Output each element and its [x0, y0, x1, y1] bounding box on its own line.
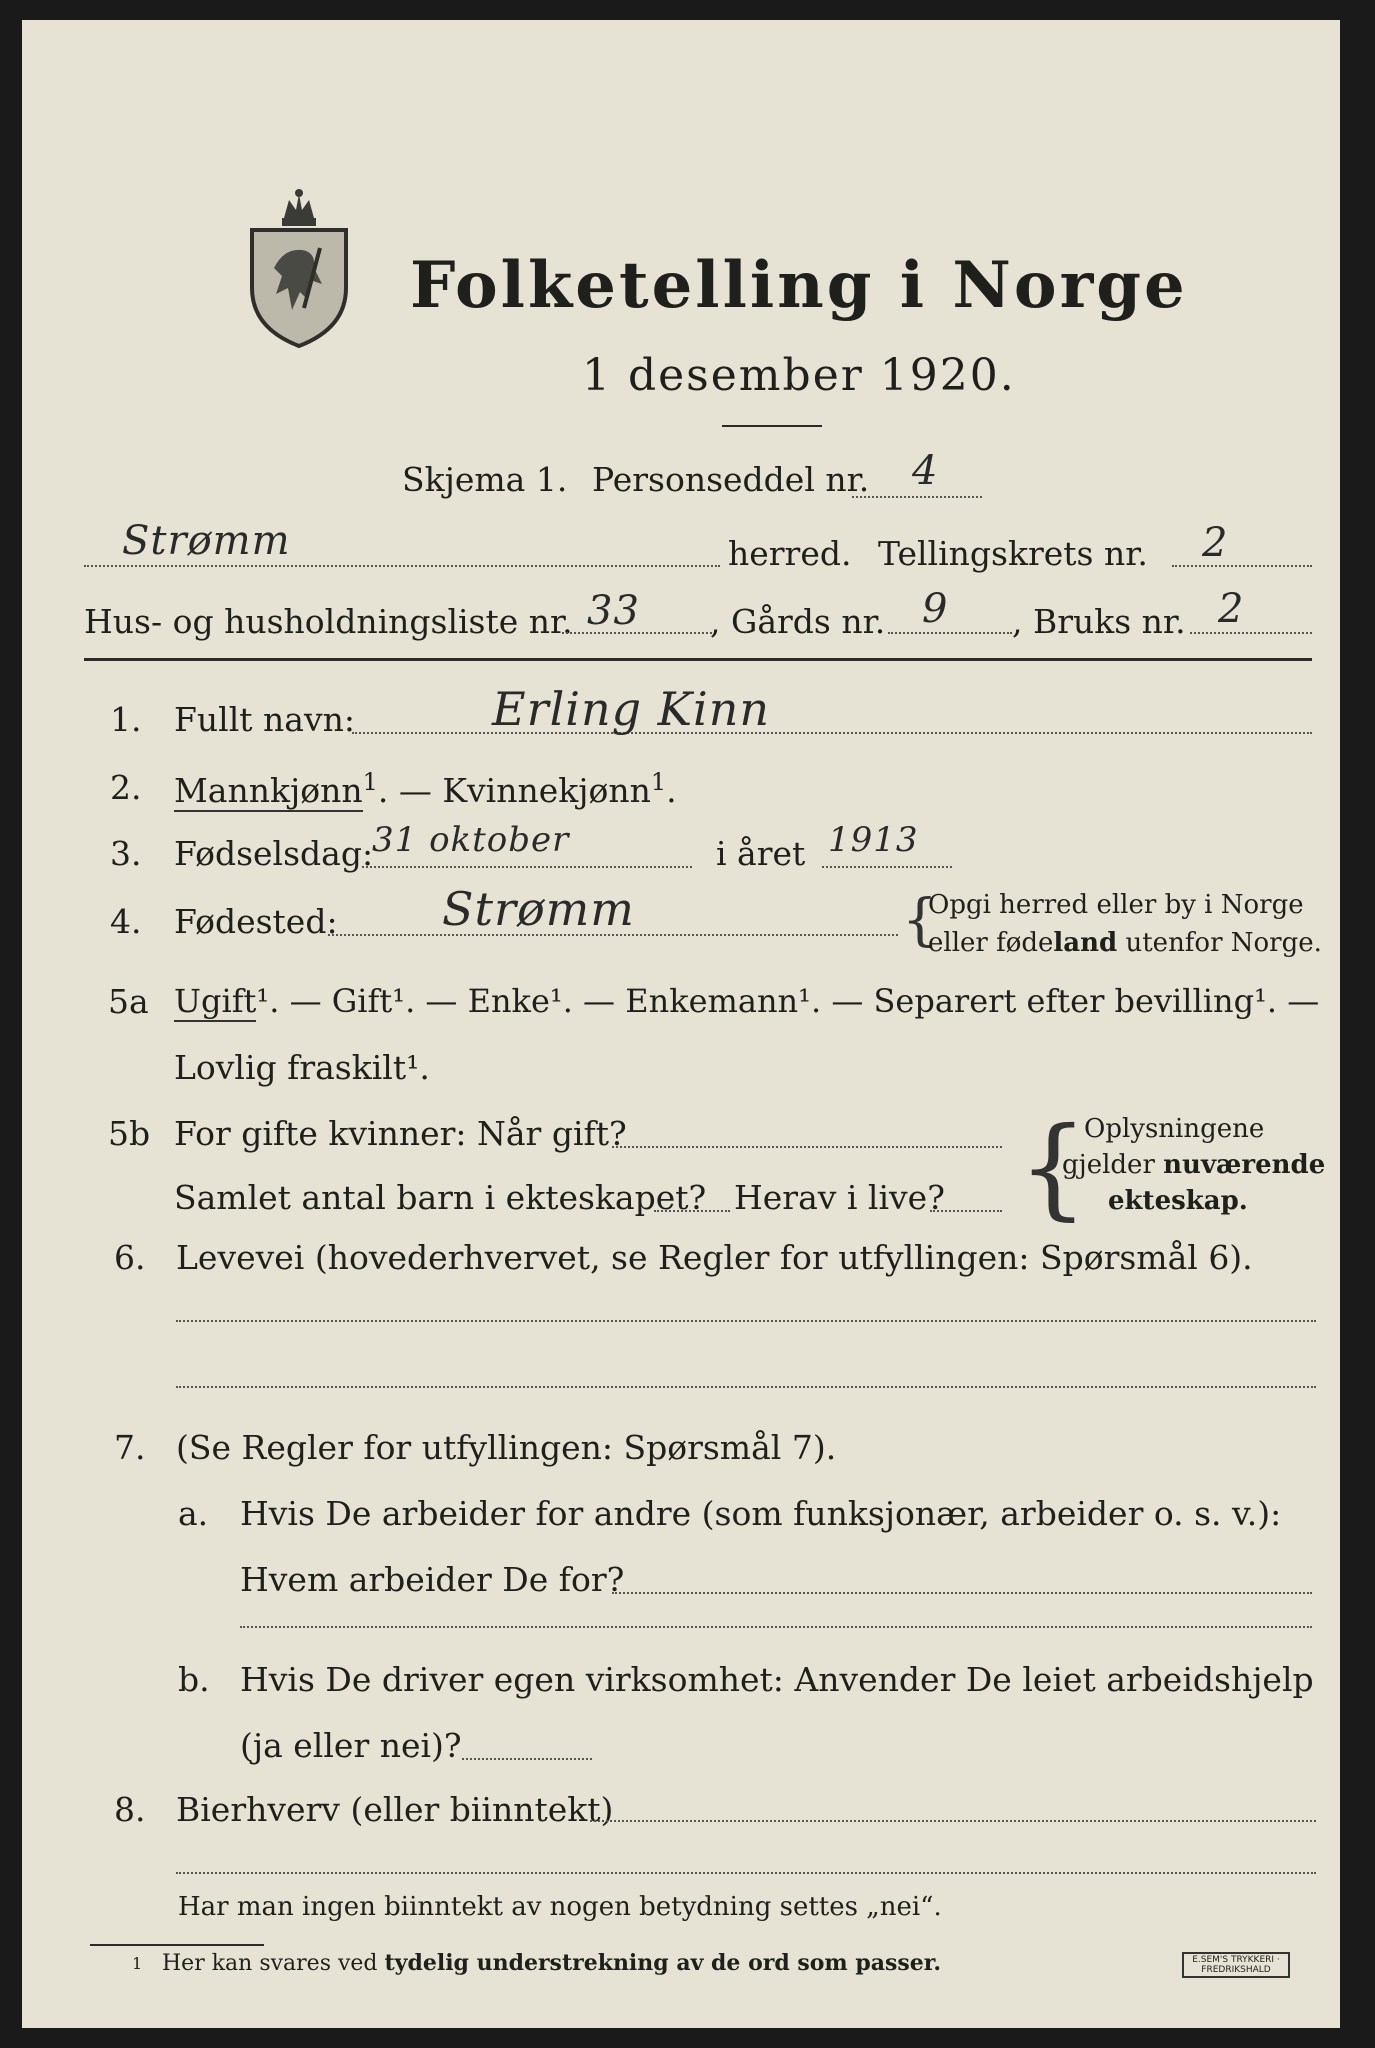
q2-footnote-mark-2: 1	[650, 768, 667, 796]
q5a-other-options: ¹. — Gift¹. — Enke¹. — Enkemann¹. — Separert efter bevilling¹. —	[256, 982, 1320, 1020]
q3-year-value: 1913	[828, 820, 919, 860]
gards-label: , Gårds nr.	[710, 602, 886, 641]
bruks-value: 2	[1218, 586, 1245, 632]
q6-number: 6.	[114, 1238, 146, 1277]
q7-number: 7.	[114, 1428, 146, 1467]
q8-label: Bierhverv (eller biinntekt)	[176, 1790, 614, 1829]
q5a-ugift-option[interactable]: Ugift	[174, 982, 257, 1020]
herred-line	[84, 565, 720, 567]
herred-label: herred.	[728, 534, 852, 573]
q4-note-line1: Opgi herred eller by i Norge	[928, 890, 1304, 920]
q5b-when-married-line	[612, 1146, 1002, 1148]
footnote-rule	[90, 1944, 264, 1946]
gards-line	[888, 632, 1012, 634]
q5b-when-married-label: For gifte kvinner: Når gift?	[174, 1114, 627, 1153]
q4-label: Fødested:	[174, 902, 338, 941]
q4-brace: {	[902, 888, 938, 953]
q5b-alive-line	[930, 1210, 1002, 1212]
q8-line1	[590, 1820, 1316, 1822]
q5b-note-line1: Oplysningene	[1084, 1114, 1265, 1144]
q5b-note-line3: ekteskap.	[1108, 1186, 1248, 1216]
q2-male-option[interactable]: Mannkjønn	[174, 771, 363, 810]
q5b-brace: {	[1018, 1103, 1088, 1231]
title-divider	[722, 425, 822, 427]
q7-label: (Se Regler for utfyllingen: Spørsmål 7).	[176, 1428, 837, 1467]
q5b-children-label: Samlet antal barn i ekteskapet?	[174, 1178, 707, 1217]
tellingskrets-value: 2	[1202, 520, 1229, 566]
q1-number: 1.	[110, 700, 142, 739]
form-title: Folketelling i Norge	[410, 248, 1188, 323]
herred-value: Strømm	[122, 518, 291, 564]
q4-value: Strømm	[442, 882, 635, 936]
form-date: 1 desember 1920.	[582, 350, 1016, 401]
q8-number: 8.	[114, 1790, 146, 1829]
tellingskrets-line	[1172, 565, 1312, 567]
gards-value: 9	[922, 586, 949, 632]
q7a-line2	[240, 1626, 1312, 1628]
header-rule	[84, 658, 1312, 661]
q7b-line	[462, 1758, 592, 1760]
q2-number: 2.	[110, 768, 142, 807]
tellingskrets-label: Tellingskrets nr.	[878, 534, 1148, 573]
q4-note-line2: eller fødeland utenfor Norge.	[928, 928, 1322, 958]
q5b-number: 5b	[108, 1114, 151, 1153]
q3-value: 31 oktober	[372, 820, 570, 860]
q4-number: 4.	[110, 902, 142, 941]
q1-label: Fullt navn:	[174, 700, 355, 739]
norway-coat-of-arms-icon	[244, 188, 354, 348]
q2-footnote-mark: 1	[362, 768, 378, 796]
personseddel-line	[852, 496, 982, 498]
q7a-label2: Hvem arbeider De for?	[240, 1560, 625, 1599]
q5a-number: 5a	[108, 982, 149, 1021]
q3-year-line	[822, 866, 952, 868]
footnote-text: Her kan svares ved tydelig understrekning av de ord som passer.	[162, 1950, 942, 1976]
q2-end: .	[666, 771, 677, 810]
schema-label: Skjema 1.	[402, 460, 568, 499]
q7b-label1: Hvis De driver egen virksomhet: Anvender De leiet arbeidshjelp	[240, 1660, 1314, 1699]
census-form-page	[22, 20, 1340, 2028]
q7a-line1	[612, 1592, 1312, 1594]
q6-line1	[176, 1320, 1316, 1322]
q5b-note-line2: gjelder nuværende	[1062, 1150, 1326, 1180]
q7b-number: b.	[178, 1660, 210, 1699]
liste-label: Hus- og husholdningsliste nr.	[84, 602, 573, 641]
q2-options	[174, 768, 677, 810]
q7b-label2: (ja eller nei)?	[240, 1726, 462, 1765]
q5a-line2: Lovlig fraskilt¹.	[174, 1048, 430, 1087]
q7a-number: a.	[178, 1494, 209, 1533]
q6-line2	[176, 1386, 1316, 1388]
liste-value: 33	[587, 588, 640, 634]
q2-separator: . —	[377, 771, 443, 810]
bruks-line	[1190, 632, 1312, 634]
q2-female-option[interactable]: Kvinnekjønn	[442, 771, 651, 810]
q8-note: Har man ingen biinntekt av nogen betydning settes „nei“.	[178, 1892, 942, 1922]
q7a-label1: Hvis De arbeider for andre (som funksjonær, arbeider o. s. v.):	[240, 1494, 1282, 1533]
q1-value: Erling Kinn	[492, 682, 771, 736]
q3-number: 3.	[110, 834, 142, 873]
q3-label: Fødselsdag:	[174, 834, 374, 873]
q3-year-label: i året	[716, 834, 806, 873]
footnote-mark: 1	[132, 1954, 143, 1973]
q5b-children-line	[654, 1210, 730, 1212]
q6-label: Levevei (hovederhvervet, se Regler for utfyllingen: Spørsmål 6).	[176, 1238, 1253, 1277]
q3-line	[362, 866, 692, 868]
q8-line2	[176, 1872, 1316, 1874]
bruks-label: , Bruks nr.	[1012, 602, 1186, 641]
personseddel-value: 4	[912, 448, 939, 494]
printer-stamp: E.SEM'S TRYKKERI · FREDRIKSHALD	[1182, 1952, 1290, 1978]
q5b-alive-label: Herav i live?	[734, 1178, 945, 1217]
personseddel-label: Personseddel nr.	[592, 460, 870, 499]
q5a-options	[174, 982, 1319, 1020]
